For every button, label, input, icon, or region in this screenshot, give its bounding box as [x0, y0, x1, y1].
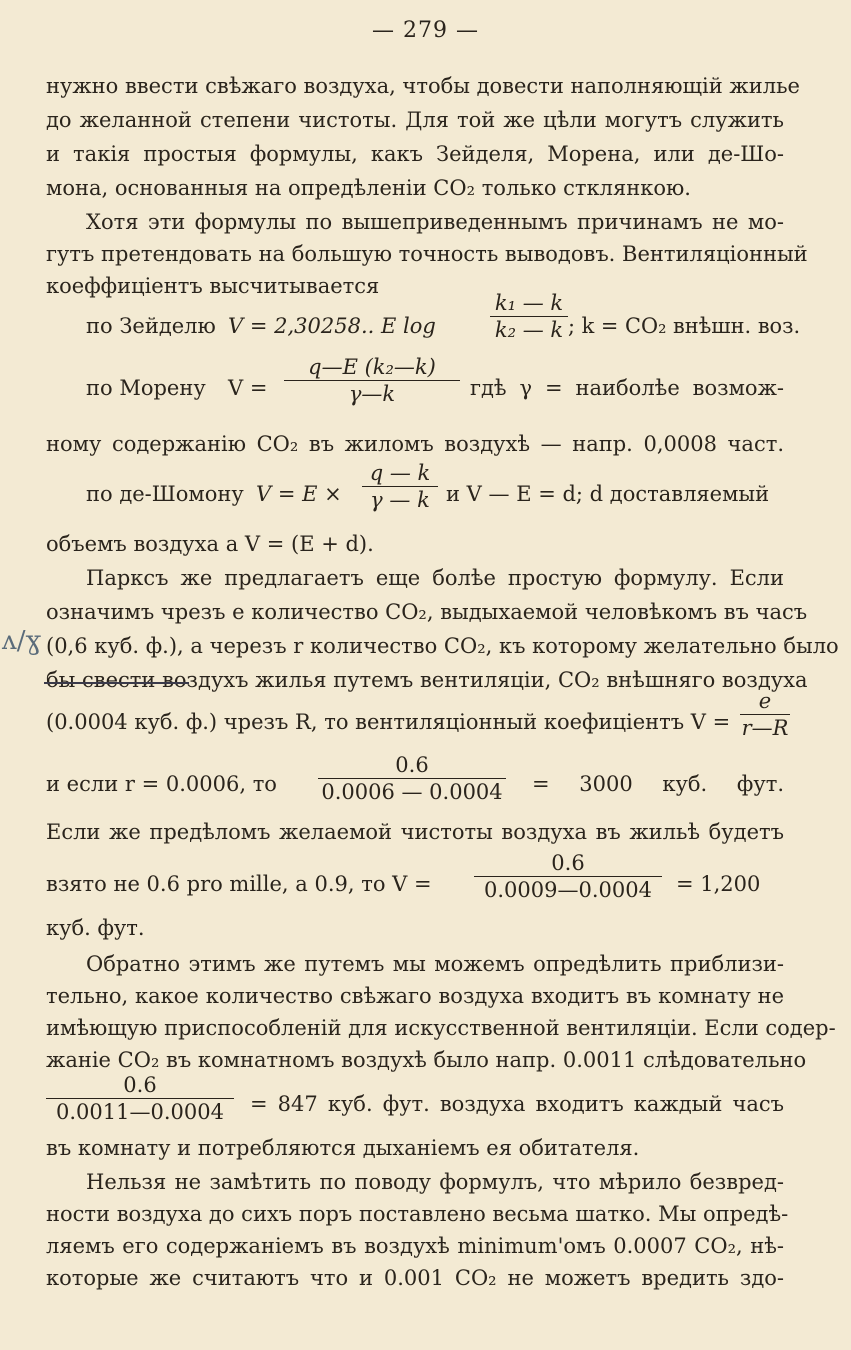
text-line: Нельзя не замѣтить по поводу формулъ, что мѣрило безвред-: [86, 1170, 784, 1194]
text-line: тельно, какое количество свѣжаго воздуха входитъ въ комнату не: [46, 984, 784, 1008]
margin-annotation: ʌ/ɣ: [2, 626, 42, 656]
formula-equation: V = 2,30258.. E log: [228, 314, 436, 338]
formula-tail: и V — E = d; d доставляемый: [446, 482, 770, 506]
fraction-denominator: k₂ — k: [494, 318, 564, 342]
fraction-denominator: γ—k: [348, 382, 396, 406]
fraction-numerator: 0.6: [551, 851, 585, 875]
formula-label: по Зейделю: [86, 314, 216, 338]
text-line: гутъ претендовать на большую точность выводовъ. Вентиляціонный: [46, 242, 808, 266]
formula-fraction: [474, 850, 662, 903]
text-line: Хотя эти формулы по вышеприведеннымъ причинамъ не мо-: [86, 210, 784, 234]
text-line: до желанной степени чистоты. Для той же цѣли могутъ служить: [46, 108, 784, 132]
formula-text: взято не 0.6 pro mille, а 0.9, то V =: [46, 872, 432, 896]
fraction-numerator: e: [758, 689, 772, 713]
formula-fraction: [490, 290, 568, 343]
fraction-denominator: γ — k: [370, 488, 430, 512]
formula-fraction: [46, 1072, 234, 1125]
text-line: ному содержанію CO₂ въ жиломъ воздухѣ — напр. 0,0008 част.: [46, 432, 784, 456]
formula-result: = 847 куб. фут. воздуха входитъ каждый часъ: [250, 1092, 784, 1116]
formula-label: по Морену: [86, 376, 206, 400]
text-line: мона, основанныя на опредѣленіи CO₂ только стклянкою.: [46, 176, 691, 200]
formula-tail: гдѣ γ = наиболѣе возмож-: [470, 376, 784, 400]
text-line: куб. фут.: [46, 916, 145, 940]
text-line: ляемъ его содержаніемъ въ воздухѣ minimum'омъ 0.0007 CO₂, нѣ-: [46, 1234, 784, 1258]
fraction-numerator: q—E (k₂—k): [308, 355, 436, 379]
text-line: и такія простыя формулы, какъ Зейделя, Морена, или де-Шо-: [46, 142, 784, 166]
formula-fraction: [740, 688, 790, 741]
formula-tail: ; k = CO₂ внѣшн. воз.: [568, 314, 801, 338]
formula-equation: V =: [228, 376, 268, 400]
fraction-denominator: 0.0011—0.0004: [56, 1100, 224, 1124]
fraction-numerator: k₁ — k: [494, 291, 564, 315]
formula-text: и если r = 0.0006, то: [46, 772, 277, 796]
formula-result: = 3000 куб. фут.: [532, 772, 784, 796]
text-line: Парксъ же предлагаетъ еще болѣе простую формулу. Если: [86, 566, 784, 590]
text-line: нужно ввести свѣжаго воздуха, чтобы довести наполняющій жилье: [46, 74, 800, 98]
formula-fraction: [284, 354, 460, 407]
formula-text: (0.0004 куб. ф.) чрезъ R, то вентиляціонный коефиціентъ V =: [46, 710, 731, 734]
fraction-numerator: q — k: [369, 461, 431, 485]
fraction-numerator: 0.6: [395, 753, 429, 777]
page-number: — 279 —: [372, 18, 479, 43]
formula-fraction: [318, 752, 506, 805]
text-line: которые же считаютъ что и 0.001 CO₂ не можетъ вредить здо-: [46, 1266, 784, 1290]
text-line: коеффиціентъ высчитывается: [46, 274, 380, 298]
text-line: бы свести воздухъ жилья путемъ вентиляціи, CO₂ внѣшняго воздуха: [46, 668, 808, 692]
fraction-denominator: 0.0009—0.0004: [484, 878, 652, 902]
fraction-denominator: r—R: [741, 716, 789, 740]
formula-label: по де-Шомону: [86, 482, 244, 506]
text-line: объемъ воздуха а V = (E + d).: [46, 532, 374, 556]
text-line: имѣющую приспособленій для искусственной вентиляціи. Если содер-: [46, 1016, 836, 1040]
formula-fraction: [362, 460, 438, 513]
text-line: жаніе CO₂ въ комнатномъ воздухѣ было напр. 0.0011 слѣдовательно: [46, 1048, 807, 1072]
text-line: ности воздуха до сихъ поръ поставлено весьма шатко. Мы опредѣ-: [46, 1202, 789, 1226]
fraction-denominator: 0.0006 — 0.0004: [321, 780, 503, 804]
text-line: Обратно этимъ же путемъ мы можемъ опредѣлить приблизи-: [86, 952, 784, 976]
underline-mark: [44, 682, 189, 684]
text-line: Если же предѣломъ желаемой чистоты воздуха въ жильѣ будетъ: [46, 820, 784, 844]
formula-equation: V = E ×: [256, 482, 342, 506]
formula-result: = 1,200: [676, 872, 761, 896]
text-line: означимъ чрезъ e количество CO₂, выдыхаемой человѣкомъ въ часъ: [46, 600, 808, 624]
text-line: (0,6 куб. ф.), а черезъ r количество CO₂, къ которому желательно было: [46, 634, 839, 658]
fraction-numerator: 0.6: [123, 1073, 157, 1097]
text-line: въ комнату и потребляются дыханіемъ ея обитателя.: [46, 1136, 640, 1160]
